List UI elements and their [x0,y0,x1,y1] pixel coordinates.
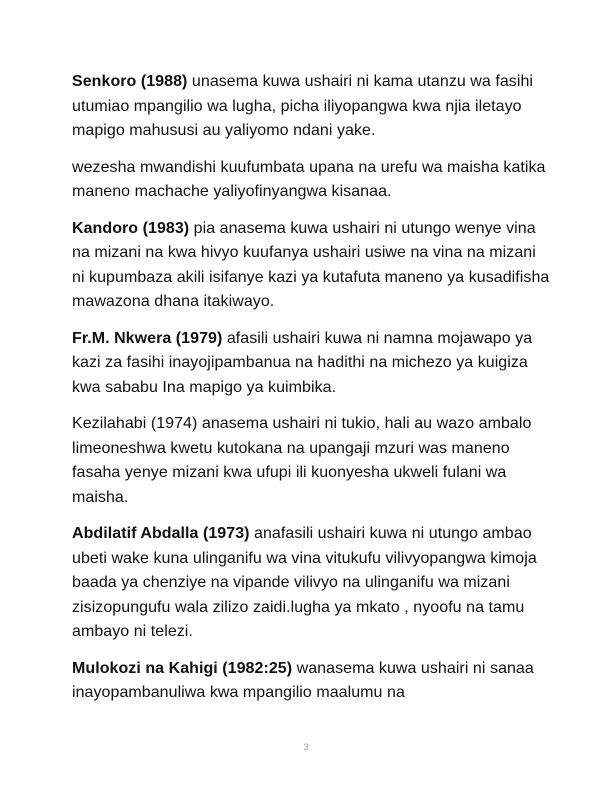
author-name: Fr.M. Nkwera (1979) [72,329,223,347]
paragraph-continuation [72,156,552,205]
page-number: 3 [303,742,309,752]
paragraph-text: wezesha mwandishi kuufumbata upana na urefu wa maisha katika maneno machache yaliyofinyangwa kisanaa. [72,158,546,200]
paragraph-kezilahabi [72,412,552,510]
author-name: Abdilatif Abdalla (1973) [72,525,250,542]
paragraph-text: unasema kuwa ushairi ni kama utanzu wa fasihi utumiao mpangilio wa lugha, picha iliyopangwa kwa njia iletayo mapigo mahususi au yaliyomo ndani yake. [72,73,534,139]
paragraph-nkwera [72,327,552,401]
document-body [72,70,552,718]
paragraph-senkoro [72,70,552,144]
paragraph-text: Kezilahabi (1974) anasema ushairi ni tukio, hali au wazo ambalo limeoneshwa kwetu kutokana na upangaji mzuri was maneno fasaha yenye mizani kwa ufupi ili kuonyesha ukweli fulani wa maisha. [72,415,532,506]
paragraph-text: wanasema kuwa ushairi ni sanaa inayopambanuliwa kwa mpangilio maalumu na [72,659,534,701]
paragraph-kandoro [72,217,552,315]
author-name: Mulokozi na Kahigi (1982:25) [72,659,293,677]
paragraph-mulokozi [72,657,552,706]
author-name: Senkoro (1988) [72,73,188,90]
paragraph-abdilatif [72,522,552,645]
paragraph-text: pia anasema kuwa ushairi ni utungo wenye vina na mizani na kwa hivyo kuufanya ushairi usiwe na vina na mizani ni kupumbaza akili isifanye kazi ya kutafuta maneno ya kusadifisha mawazona dhana itakiwayo. [72,219,550,310]
paragraph-text: afasili ushairi kuwa ni namna mojawapo ya kazi za fasihi inayojipambanua na hadithi na michezo ya kuigiza kwa sababu Ina mapigo ya kuimbika. [72,329,533,396]
author-name: Kandoro (1983) [72,219,190,237]
paragraph-text: anafasili ushairi kuwa ni utungo ambao ubeti wake kuna ulinganifu wa vina vitukufu vilivyopangwa kimoja baada ya chenziye na vipande vilivyo na ulinganifu wa mizani zisizopungufu wala zilizo zaidi.lugha ya mkato , nyoofu na tamu ambayo ni telezi. [72,525,537,640]
